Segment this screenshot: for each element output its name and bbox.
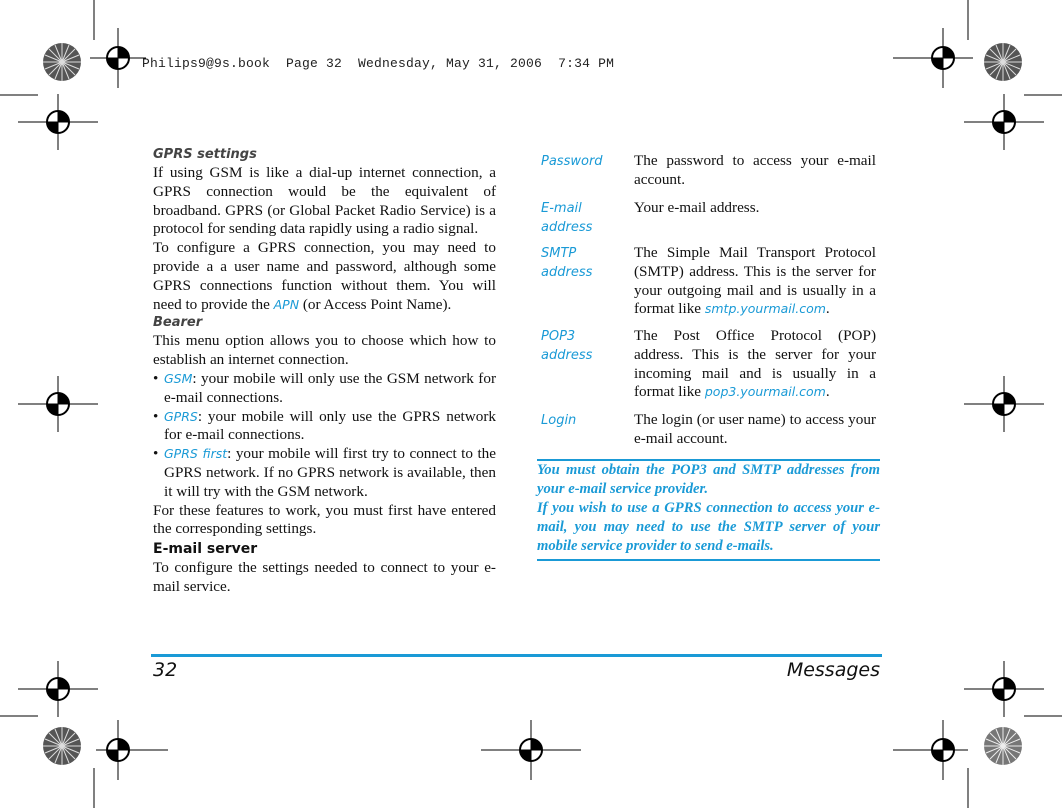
text: . <box>825 383 830 401</box>
registration-mark-icon <box>893 720 968 780</box>
section-title: Messages <box>786 659 880 681</box>
starburst-mark-icon <box>984 727 1022 765</box>
bullet-gprs-first <box>153 445 496 501</box>
text: (or Access Point Name). <box>299 295 452 313</box>
registration-mark-icon <box>964 94 1044 150</box>
email-server-text: To configure the settings needed to connect to your e-mail service. <box>153 559 496 595</box>
bullet-text: : your mobile will only use the GPRS network for e-mail connections. <box>164 407 496 444</box>
registration-mark-icon <box>18 376 98 432</box>
gprs-paragraph-1: If using GSM is like a dial-up internet connection, a GPRS connection would be the equivalent of broadband. GPRS (or Global Packet Radio Service) is a protocol for sending data rapidly using a radio signal. <box>153 164 496 238</box>
print-header: Philips9@9s.book Page 32 Wednesday, May 31, 2006 7:34 PM <box>142 56 615 71</box>
def-text <box>634 327 876 402</box>
def-text: The login (or user name) to access your e-mail account. <box>634 411 876 447</box>
registration-mark-icon <box>96 720 168 780</box>
bearer-heading: Bearer <box>153 315 203 331</box>
registration-mark-icon <box>90 28 146 88</box>
bullet-term: GSM <box>164 370 193 386</box>
apn-term: APN <box>273 296 300 312</box>
registration-mark-icon <box>18 661 98 717</box>
def-term: POP3 address <box>541 329 593 363</box>
bullet-icon: • <box>153 369 159 387</box>
bearer-intro: This menu option allows you to choose which how to establish an internet connection. <box>153 332 496 369</box>
pop3-example: pop3.yourmail.com <box>704 384 826 400</box>
note-text-1: You must obtain the POP3 and SMTP addresses from your e-mail service provider. <box>537 462 880 497</box>
bullet-icon: • <box>153 445 159 463</box>
smtp-example: smtp.yourmail.com <box>704 301 826 317</box>
page-number: 32 <box>153 659 178 681</box>
bullet-text: : your mobile will only use the GSM network for e-mail connections. <box>164 369 496 406</box>
bullet-icon: • <box>153 407 159 425</box>
text: The Post Office Protocol (POP) address. This is the server for your incoming mail and is usually in a format like <box>634 327 876 401</box>
def-text <box>634 244 876 319</box>
def-term: SMTP address <box>541 246 593 280</box>
registration-mark-icon <box>481 720 581 780</box>
bearer-outro: For these features to work, you must first have entered the corresponding settings. <box>153 501 496 538</box>
left-column <box>153 146 496 597</box>
note-bottom-rule <box>537 559 880 561</box>
gprs-paragraph-2 <box>153 239 496 314</box>
bullet-gprs <box>153 408 496 446</box>
def-term: E-mail address <box>541 201 593 235</box>
def-term: Login <box>541 413 577 428</box>
starburst-mark-icon <box>984 43 1022 81</box>
starburst-mark-icon <box>43 43 81 81</box>
gprs-settings-heading: GPRS settings <box>153 147 257 162</box>
def-text: The password to access your e-mail account. <box>634 152 876 188</box>
starburst-mark-icon <box>43 727 81 765</box>
note-text-2: If you wish to use a GPRS connection to access your e-mail, you may need to use the SMTP server of your mobile service provider to send e-mails. <box>537 500 880 554</box>
bullet-gsm <box>153 370 496 408</box>
bullet-term: GPRS <box>164 408 198 424</box>
registration-mark-icon <box>964 661 1044 717</box>
registration-mark-icon <box>964 376 1044 432</box>
text: The Simple Mail Transport Protocol (SMTP) address. This is the server for your outgoing mail and is usually in a format like <box>634 244 876 318</box>
footer-rule <box>151 654 882 657</box>
registration-mark-icon <box>893 28 973 88</box>
def-text: Your e-mail address. <box>634 199 760 216</box>
registration-mark-icon <box>18 94 98 150</box>
note-box <box>537 461 880 556</box>
text: To configure a GPRS connection, you may need to provide a a user name and password, although some GPRS connections function without them. You will need to provide the <box>153 239 496 313</box>
bullet-text: : your mobile will first try to connect to the GPRS network. If no GPRS network is available, then it will try with the GSM network. <box>164 445 496 500</box>
def-term: Password <box>541 154 603 169</box>
bullet-term: GPRS first <box>164 446 228 462</box>
text: . <box>825 300 830 318</box>
email-server-heading: E-mail server <box>153 541 258 558</box>
